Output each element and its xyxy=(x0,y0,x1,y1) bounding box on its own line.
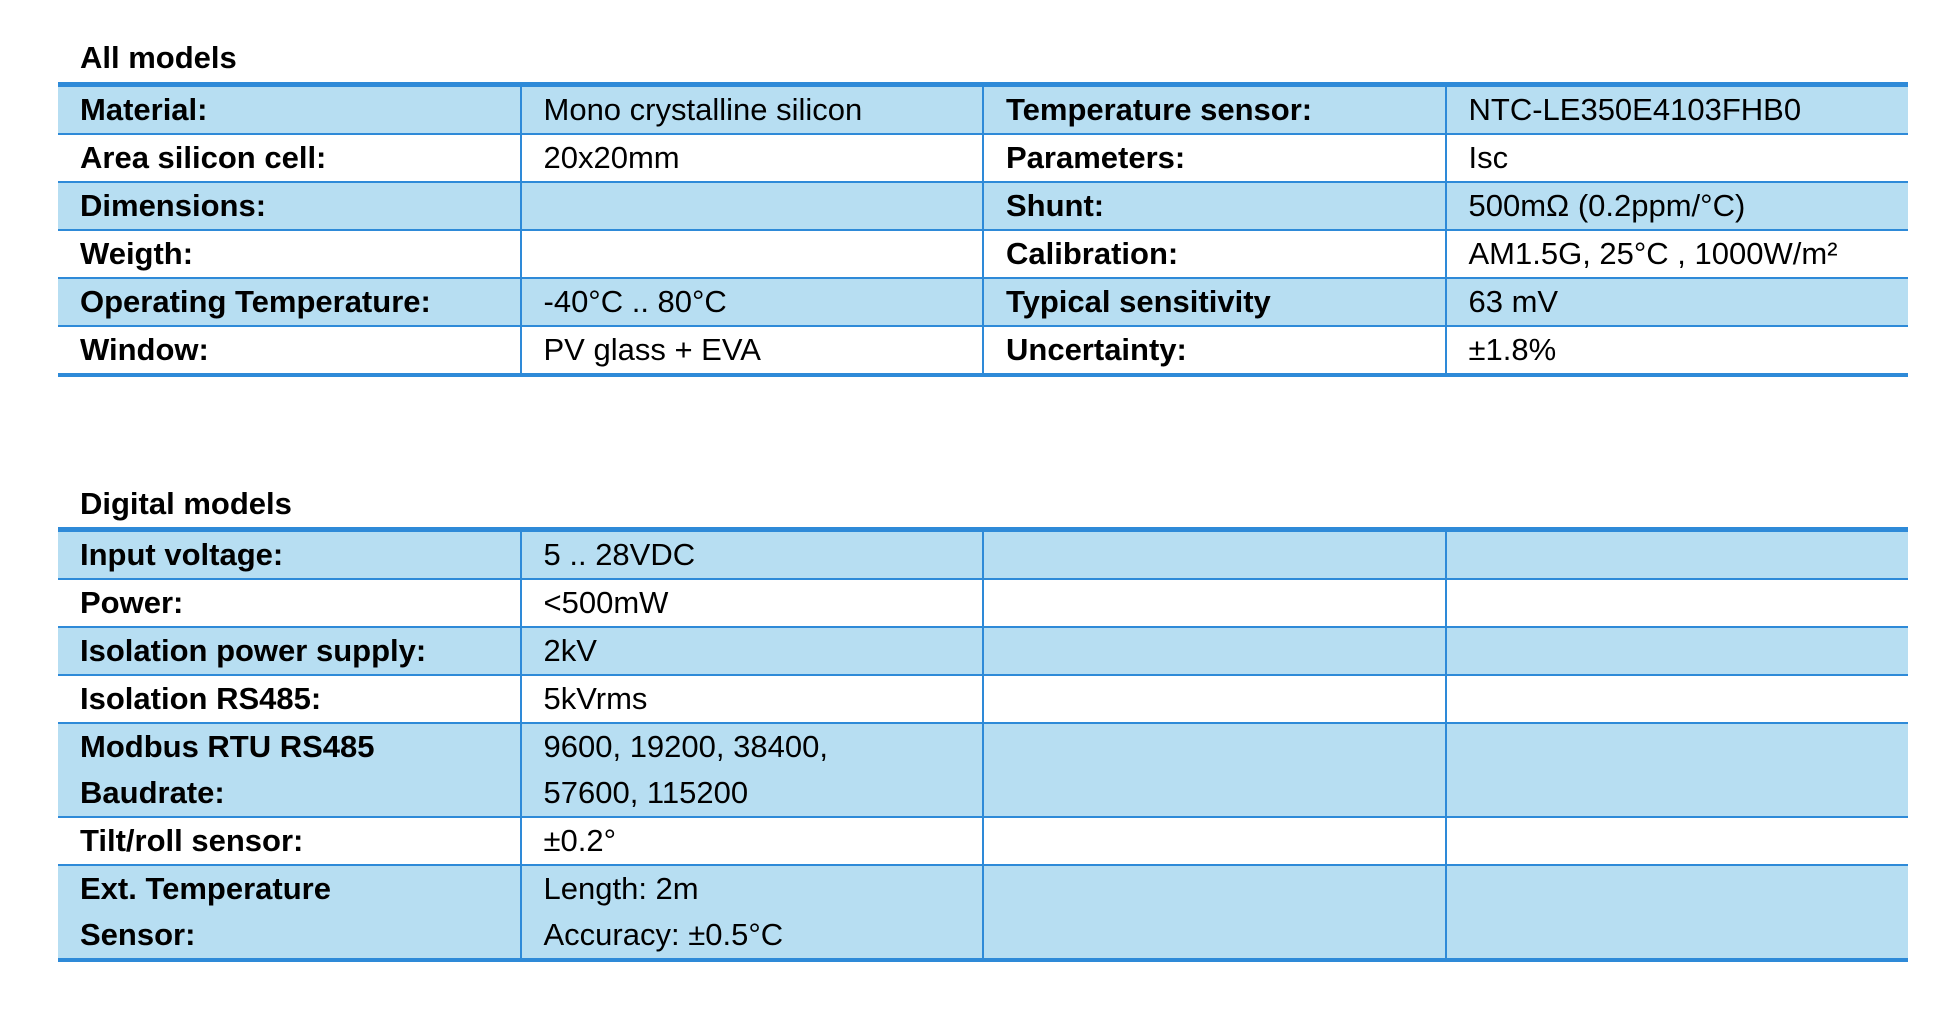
spec-value xyxy=(521,959,984,961)
spec-value: 63 mV xyxy=(1446,278,1909,326)
spec-label xyxy=(983,374,1446,376)
spec-label: Temperature sensor: xyxy=(983,85,1446,135)
spec-value: Mono crystalline silicon xyxy=(521,85,984,135)
spec-value: ±1.8% xyxy=(1446,326,1909,374)
empty-cell xyxy=(1446,579,1909,627)
table-row xyxy=(58,817,1908,865)
table-row xyxy=(58,530,1908,580)
spec-value: 5kVrms xyxy=(521,675,984,723)
table-row xyxy=(58,230,1908,278)
table-row xyxy=(58,627,1908,675)
spec-label-line: Baudrate: xyxy=(80,775,225,810)
empty-cell xyxy=(1446,675,1909,723)
spec-value: 5 .. 28VDC xyxy=(521,530,984,580)
spec-value: PV glass + EVA xyxy=(521,326,984,374)
all-models-title: All models xyxy=(80,40,237,75)
spec-value: 500mΩ (0.2ppm/°C) xyxy=(1446,182,1909,230)
empty-cell xyxy=(983,865,1446,959)
table-row xyxy=(58,959,1908,961)
spec-label-line: Modbus RTU RS485 xyxy=(80,729,375,764)
empty-cell xyxy=(983,723,1446,817)
spec-value: 20x20mm xyxy=(521,134,984,182)
spec-label: Window: xyxy=(58,326,521,374)
empty-cell xyxy=(983,675,1446,723)
all-models-table xyxy=(58,82,1908,377)
spec-value: AM1.5G, 25°C , 1000W/m² xyxy=(1446,230,1909,278)
spec-value: -40°C .. 80°C xyxy=(521,278,984,326)
spec-label: Input voltage: xyxy=(58,530,521,580)
empty-cell xyxy=(983,627,1446,675)
spec-label: Isolation power supply: xyxy=(58,627,521,675)
spec-value: 2kV xyxy=(521,627,984,675)
empty-cell xyxy=(1446,959,1909,961)
spec-label: Material: xyxy=(58,85,521,135)
spec-value: Isc xyxy=(1446,134,1909,182)
empty-cell xyxy=(1446,865,1909,959)
spec-label: Dimensions: xyxy=(58,182,521,230)
table-row xyxy=(58,579,1908,627)
spec-label: Area silicon cell: xyxy=(58,134,521,182)
empty-cell xyxy=(1446,530,1909,580)
digital-models-table xyxy=(58,527,1908,962)
spec-value-line: Length: 2m xyxy=(543,871,699,906)
spec-label: Isolation RS485: xyxy=(58,675,521,723)
spec-label: Uncertainty: xyxy=(983,326,1446,374)
digital-models-title: Digital models xyxy=(80,486,292,521)
spec-label-line: Sensor: xyxy=(80,917,196,952)
spec-value xyxy=(521,230,984,278)
empty-cell xyxy=(1446,627,1909,675)
spec-value xyxy=(521,182,984,230)
spec-label: Shunt: xyxy=(983,182,1446,230)
table-row xyxy=(58,326,1908,374)
empty-cell xyxy=(1446,723,1909,817)
table-row xyxy=(58,865,1908,959)
spec-value xyxy=(521,723,984,817)
spec-value-line: Accuracy: ±0.5°C xyxy=(543,917,784,952)
spec-label: Power: xyxy=(58,579,521,627)
table-row xyxy=(58,278,1908,326)
spec-label xyxy=(58,865,521,959)
spec-value xyxy=(521,865,984,959)
empty-cell xyxy=(983,579,1446,627)
spec-label: Operating Temperature: xyxy=(58,278,521,326)
table-row xyxy=(58,134,1908,182)
spec-label xyxy=(58,374,521,376)
spec-label: Parameters: xyxy=(983,134,1446,182)
empty-cell xyxy=(1446,817,1909,865)
table-row xyxy=(58,675,1908,723)
spec-label: Calibration: xyxy=(983,230,1446,278)
spec-label: Tilt/roll sensor: xyxy=(58,817,521,865)
spec-label xyxy=(58,959,521,961)
spec-label: Weigth: xyxy=(58,230,521,278)
spec-value xyxy=(521,374,984,376)
spec-label xyxy=(58,723,521,817)
empty-cell xyxy=(983,959,1446,961)
spec-label: Typical sensitivity xyxy=(983,278,1446,326)
spec-value-line: 9600, 19200, 38400, xyxy=(543,729,828,764)
spec-value: <500mW xyxy=(521,579,984,627)
spec-value-line: 57600, 115200 xyxy=(543,775,749,810)
table-row xyxy=(58,182,1908,230)
table-row xyxy=(58,374,1908,376)
spec-value xyxy=(1446,374,1909,376)
empty-cell xyxy=(983,817,1446,865)
spec-value: ±0.2° xyxy=(521,817,984,865)
table-row xyxy=(58,85,1908,135)
empty-cell xyxy=(983,530,1446,580)
spec-label-line: Ext. Temperature xyxy=(80,871,331,906)
table-row xyxy=(58,723,1908,817)
spec-value: NTC-LE350E4103FHB0 xyxy=(1446,85,1909,135)
